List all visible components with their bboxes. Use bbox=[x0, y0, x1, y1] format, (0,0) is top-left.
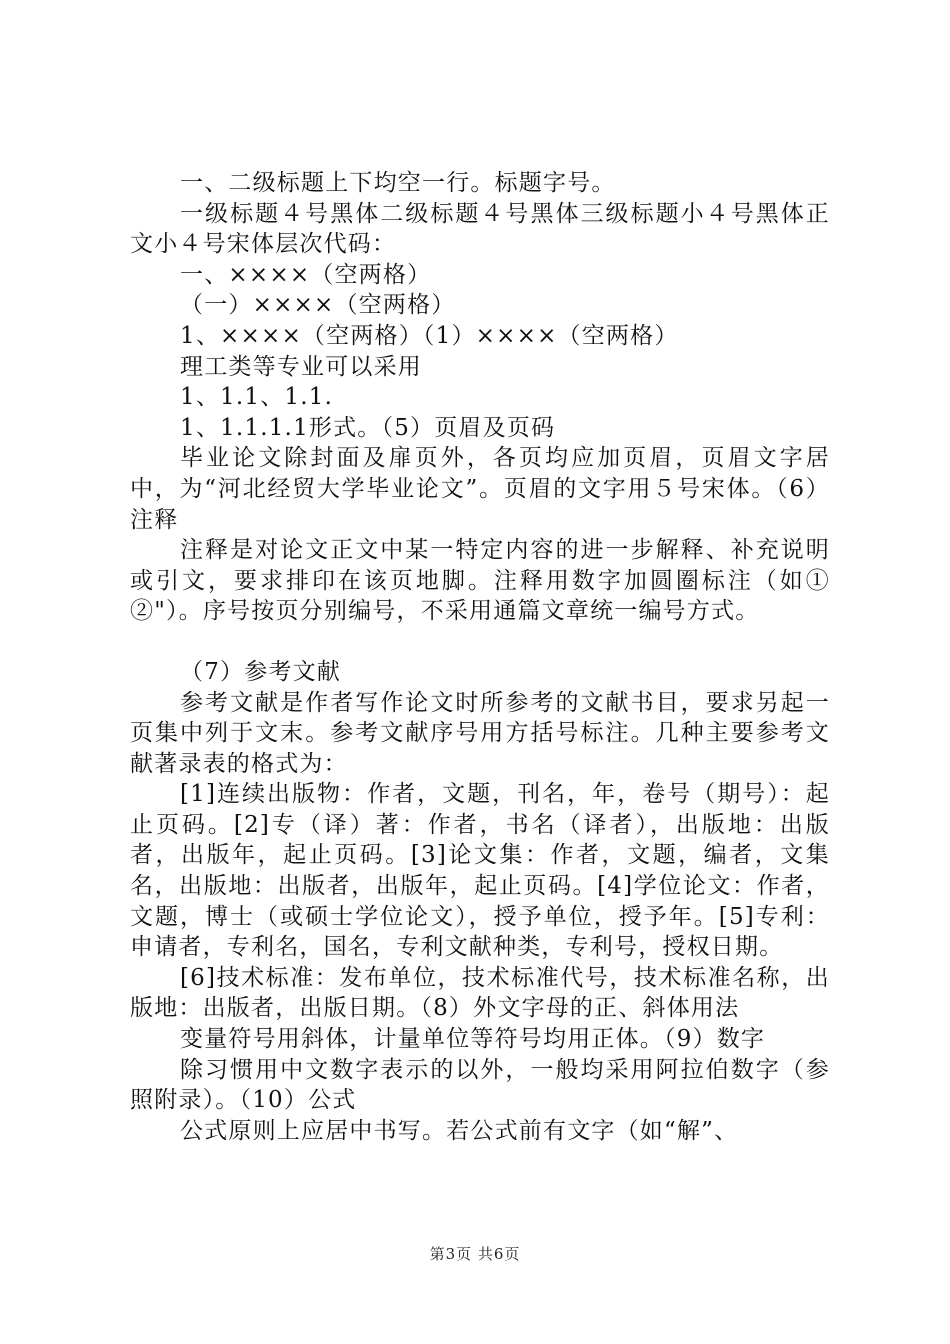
paragraph-level-code-1: 一、××××（空两格） bbox=[180, 261, 432, 288]
paragraph-numbering-a: 1、1.1、1.1. bbox=[180, 384, 334, 411]
paragraph-level-code-3: 1、××××（空两格）（1）××××（空两格） bbox=[180, 322, 679, 349]
paragraph-references-intro: 参考文献是作者写作论文时所参考的文献书目，要求另起一页集中列于文末。参考文献序号用方括号标注。几种主要参考文献著录表的格式为： bbox=[130, 689, 830, 777]
paragraph-science-majors: 理工类等专业可以采用 bbox=[180, 353, 422, 380]
document-body bbox=[130, 168, 830, 1146]
paragraph-heading-spacing: 一、二级标题上下均空一行。标题字号。 bbox=[180, 170, 616, 196]
paragraph-variable-symbols: 变量符号用斜体，计量单位等符号均用正体。（9）数字 bbox=[180, 1026, 766, 1053]
paragraph-formulas: 公式原则上应居中书写。若公式前有文字（如“解”、 bbox=[180, 1117, 739, 1144]
paragraph-numbering-b: 1、1.1.1.1形式。（5）页眉及页码 bbox=[180, 414, 556, 441]
paragraph-technical-standards: [6]技术标准：发布单位，技术标准代号，技术标准名称，出版地：出版者，出版日期。（8）外文字母的正、斜体用法 bbox=[130, 964, 830, 1022]
paragraph-font-sizes: 一级标题４号黑体二级标题４号黑体三级标题小４号黑体正文小４号宋体层次代码： bbox=[130, 200, 830, 258]
paragraph-references-formats: [1]连续出版物：作者，文题，刊名，年，卷号（期号）：起止页码。[2]专（译）著：作者，书名（译者），出版地：出版者，出版年，起止页码。[3]论文集：作者，文题，编者，文集名，出版地：出版者，出版年，起止页码。[4]学位论文：作者，文题，博士（或硕士学位论文），授予单位，授予年。[5]专利：申请者，专利名，国名，专利文献种类，专利号，授权日期。 bbox=[130, 781, 830, 961]
paragraph-references-heading: （7）参考文献 bbox=[180, 658, 342, 685]
paragraph-level-code-2: （一）××××（空两格） bbox=[180, 292, 456, 319]
paragraph-numbers: 除习惯用中文数字表示的以外，一般均采用阿拉伯数字（参照附录）。（10）公式 bbox=[130, 1056, 830, 1114]
blank-line bbox=[130, 627, 830, 657]
paragraph-annotations: 注释是对论文正文中某一特定内容的进一步解释、补充说明或引文，要求排印在该页地脚。注释用数字加圆圈标注（如①②"）。序号按页分别编号，不采用通篇文章统一编号方式。 bbox=[130, 537, 830, 625]
page-footer: 第3页 共6页 bbox=[429, 1245, 521, 1263]
paragraph-header-footer: 毕业论文除封面及扉页外，各页均应加页眉，页眉文字居中，为“河北经贸大学毕业论文”。页眉的文字用５号宋体。（6）注释 bbox=[130, 445, 830, 533]
